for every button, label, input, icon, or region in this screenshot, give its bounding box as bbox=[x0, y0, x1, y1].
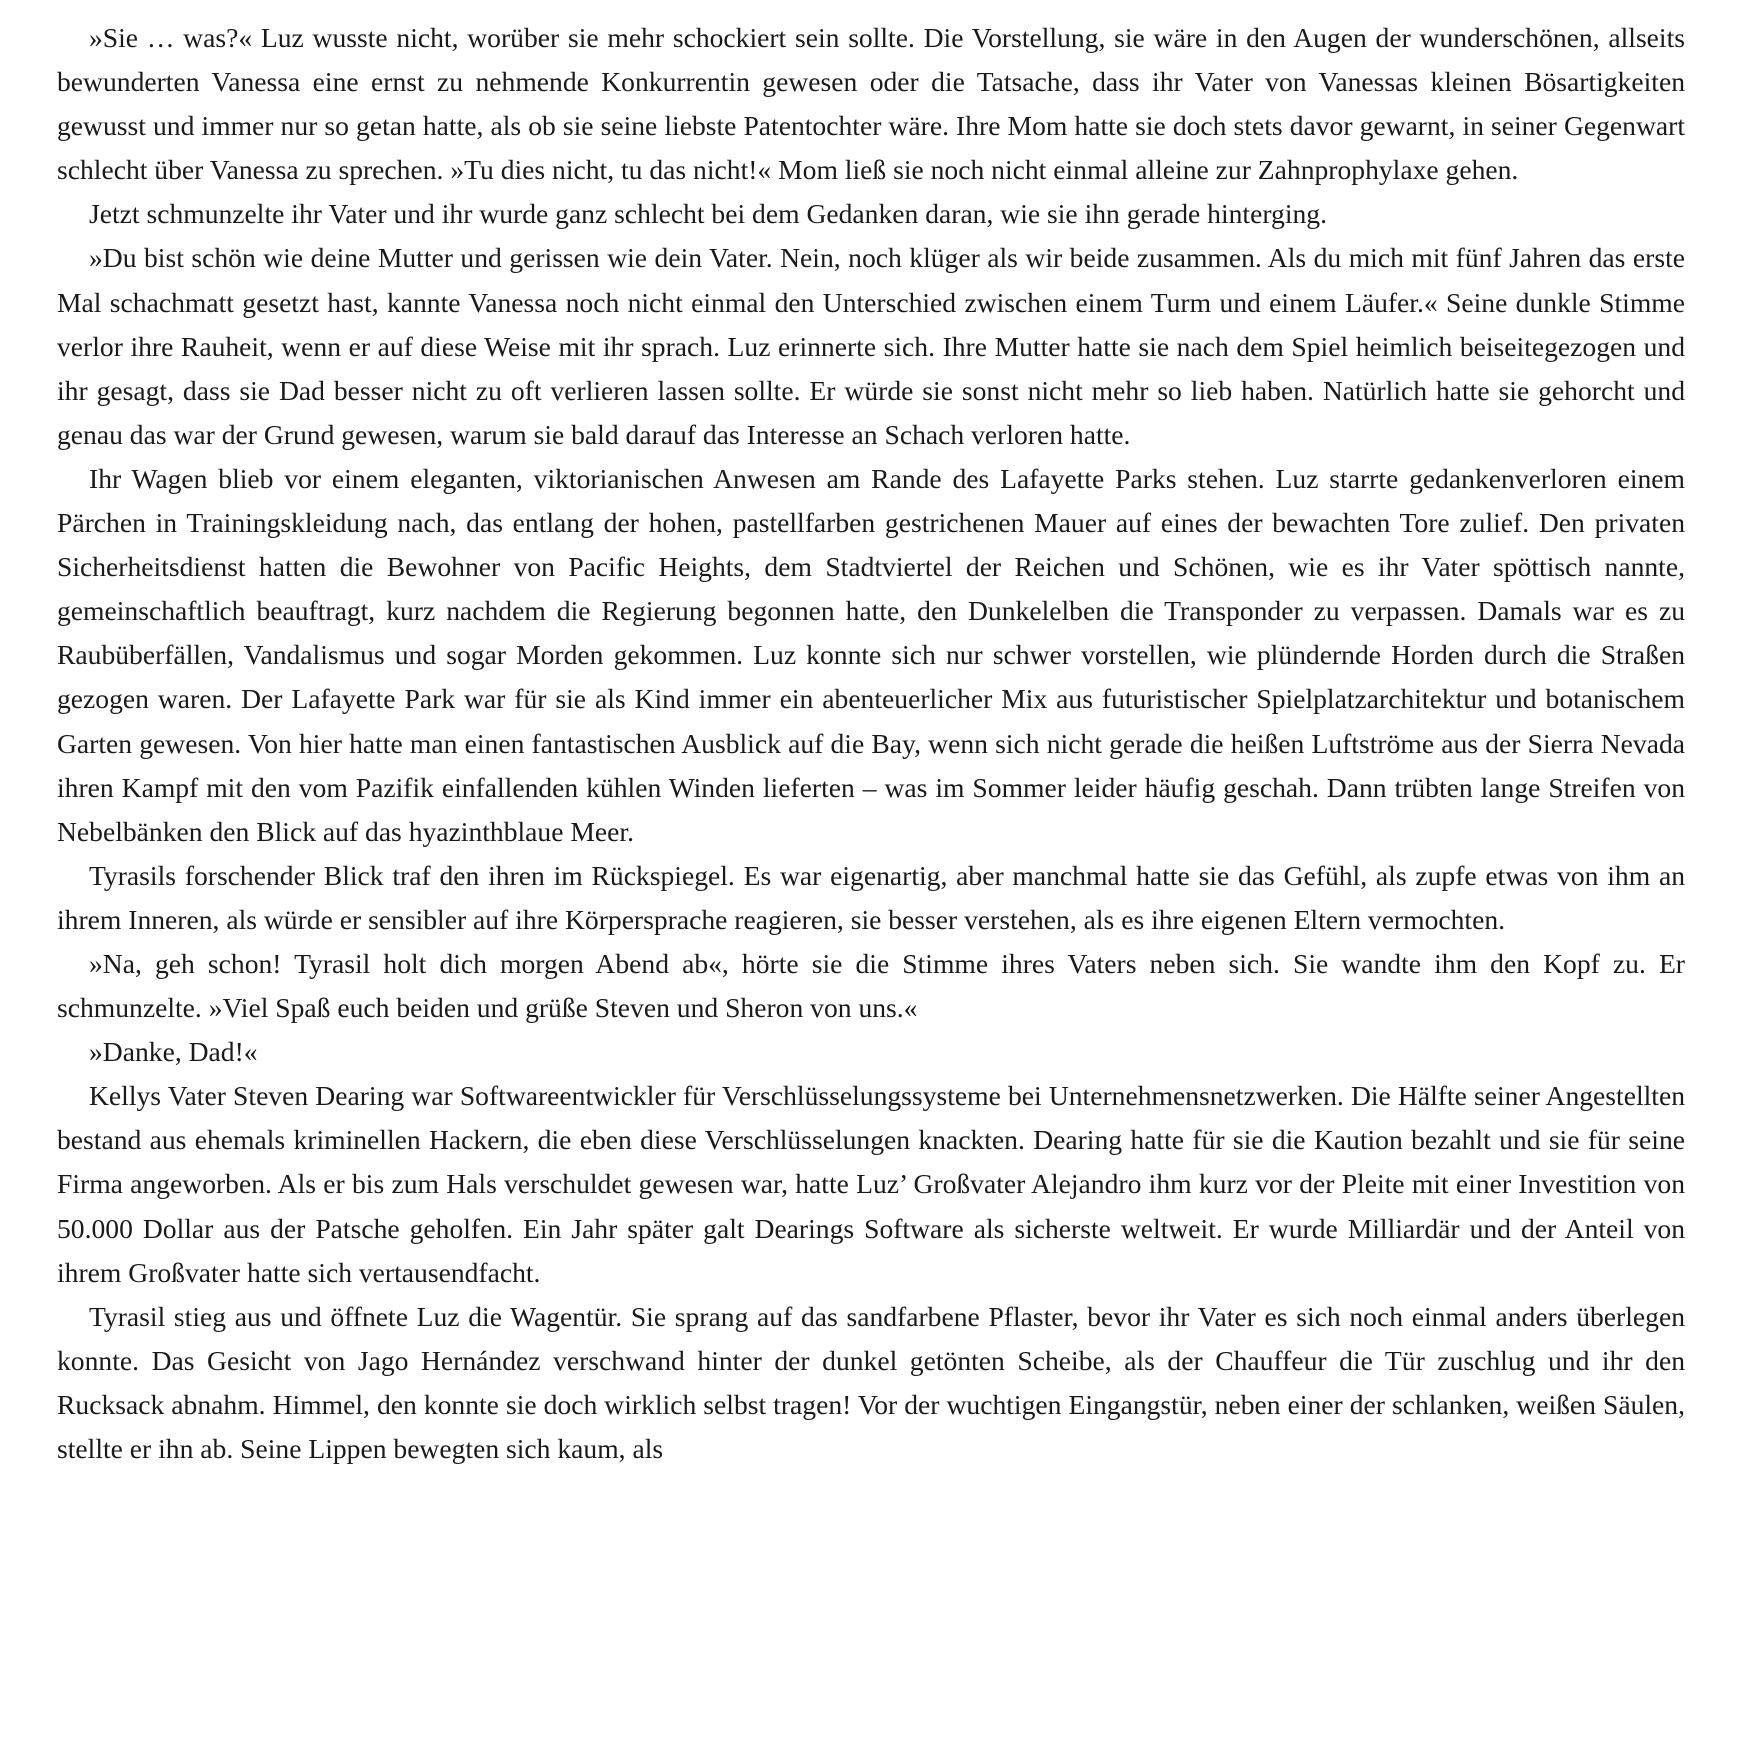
paragraph-2: Jetzt schmunzelte ihr Vater und ihr wurde ganz schlecht bei dem Gedanken daran, wie sie ihn gerade hinterging. bbox=[89, 198, 1327, 230]
paragraph-1: »Sie … was?« Luz wusste nicht, worüber sie mehr schockiert sein sollte. Die Vorstellung, sie wäre in den Augen der wunderschönen, allseits bewunderten Vanessa eine ernst zu nehmende Konkurrentin gewesen oder die Tatsache, dass ihr Vater von Vanessas kleinen Bösartigkeiten gewusst und immer nur so getan hatte, als ob sie seine liebste Patentochter wäre. Ihre Mom hatte sie doch stets davor gewarnt, in seiner Gegenwart schlecht über Vanessa zu sprechen. »Tu dies nicht, tu das nicht!« Mom ließ sie noch nicht einmal alleine zur Zahnprophylaxe gehen. bbox=[57, 22, 1685, 186]
paragraph-8: Kellys Vater Steven Dearing war Softwareentwickler für Verschlüsselungssysteme bei Unternehmensnetzwerken. Die Hälfte seiner Angestellten bestand aus ehemals kriminellen Hackern, die eben diese Verschlüsselungen knackten. Dearing hatte für sie die Kaution bezahlt und sie für seine Firma angeworben. Als er bis zum Hals verschuldet gewesen war, hatte Luz’ Großvater Alejandro ihm kurz vor der Pleite mit einer Investition von 50.000 Dollar aus der Patsche geholfen. Ein Jahr später galt Dearings Software als sicherste weltweit. Er wurde Milliardär und der Anteil von ihrem Großvater hatte sich vertausendfacht. bbox=[57, 1080, 1685, 1288]
book-page bbox=[57, 16, 1685, 1471]
paragraph-9: Tyrasil stieg aus und öffnete Luz die Wagentür. Sie sprang auf das sandfarbene Pflaster, bevor ihr Vater es sich noch einmal anders überlegen konnte. Das Gesicht von Jago Hernández verschwand hinter der dunkel getönten Scheibe, als der Chauffeur die Tür zuschlug und ihr den Rucksack abnahm. Himmel, den konnte sie doch wirklich selbst tragen! Vor der wuchtigen Eingangstür, neben einer der schlanken, weißen Säulen, stellte er ihn ab. Seine Lippen bewegten sich kaum, als bbox=[57, 1300, 1685, 1464]
paragraph-7: »Danke, Dad!« bbox=[89, 1036, 258, 1068]
paragraph-4: Ihr Wagen blieb vor einem eleganten, viktorianischen Anwesen am Rande des Lafayette Parks stehen. Luz starrte gedankenverloren einem Pärchen in Trainingskleidung nach, das entlang der hohen, pastellfarben gestrichenen Mauer auf eines der bewachten Tore zulief. Den privaten Sicherheitsdienst hatten die Bewohner von Pacific Heights, dem Stadtviertel der Reichen und Schönen, wie es ihr Vater spöttisch nannte, gemeinschaftlich beauftragt, kurz nachdem die Regierung begonnen hatte, den Dunkelelben die Transponder zu verpassen. Damals war es zu Raubüberfällen, Vandalismus und sogar Morden gekommen. Luz konnte sich nur schwer vorstellen, wie plündernde Horden durch die Straßen gezogen waren. Der Lafayette Park war für sie als Kind immer ein abenteuerlicher Mix aus futuristischer Spielplatzarchitektur und botanischem Garten gewesen. Von hier hatte man einen fantastischen Ausblick auf die Bay, wenn sich nicht gerade die heißen Luftströme aus der Sierra Nevada ihren Kampf mit den vom Pazifik einfallenden kühlen Winden lieferten – was im Sommer leider häufig geschah. Dann trübten lange Streifen von Nebelbänken den Blick auf das hyazinthblaue Meer. bbox=[57, 462, 1685, 847]
paragraph-5: Tyrasils forschender Blick traf den ihren im Rückspiegel. Es war eigenartig, aber manchmal hatte sie das Gefühl, als zupfe etwas von ihm an ihrem Inneren, als würde er sensibler auf ihre Körpersprache reagieren, sie besser verstehen, als es ihre eigenen Eltern vermochten. bbox=[57, 859, 1685, 935]
paragraph-6: »Na, geh schon! Tyrasil holt dich morgen Abend ab«, hörte sie die Stimme ihres Vaters neben sich. Sie wandte ihm den Kopf zu. Er schmunzelte. »Viel Spaß euch beiden und grüße Steven und Sheron von uns.« bbox=[57, 947, 1685, 1024]
paragraph-3: »Du bist schön wie deine Mutter und gerissen wie dein Vater. Nein, noch klüger als wir beide zusammen. Als du mich mit fünf Jahren das erste Mal schachmatt gesetzt hast, kannte Vanessa noch nicht einmal den Unterschied zwischen einem Turm und einem Läufer.« Seine dunkle Stimme verlor ihre Rauheit, wenn er auf diese Weise mit ihr sprach. Luz erinnerte sich. Ihre Mutter hatte sie nach dem Spiel heimlich beiseitegezogen und ihr gesagt, dass sie Dad besser nicht zu oft verlieren lassen sollte. Er würde sie sonst nicht mehr so lieb haben. Natürlich hatte sie gehorcht und genau das war der Grund gewesen, warum sie bald darauf das Interesse an Schach verloren hatte. bbox=[57, 242, 1685, 450]
